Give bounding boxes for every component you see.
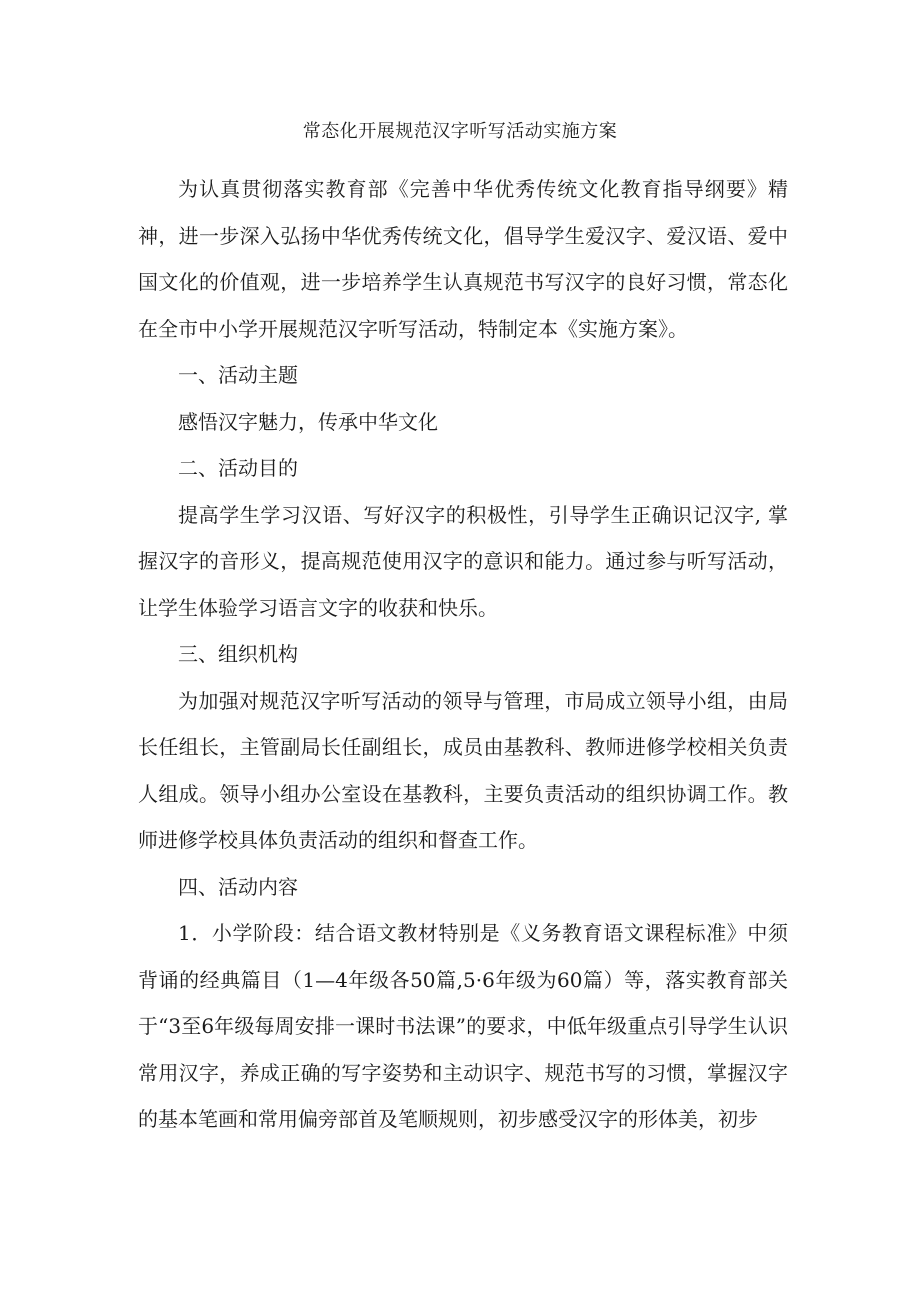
content-paragraph-primary: 1．小学阶段：结合语文教材特别是《义务教育语文课程标准》中须背诵的经典篇目（1—4年级各50篇,5·6年级为60篇）等，落实教育部关于“3至6年级每周安排一课时书法课”的要求，中低年级重点引导学生认识常用汉字，养成正确的写字姿势和主动识字、规范书写的习惯，掌握汉字的基本笔画和常用偏旁部首及笔顺规则，初步感受汉字的形体美，初步 bbox=[138, 921, 788, 1131]
section-heading-theme: 一、活动主题 bbox=[178, 363, 298, 387]
organization-paragraph: 为加强对规范汉字听写活动的领导与管理，市局成立领导小组，由局长任组长，主管副局长任副组长，成员由基教科、教师进修学校相关负责人组成。领导小组办公室设在基教科，主要负责活动的组织协调工作。教师进修学校具体负责活动的组织和督查工作。 bbox=[138, 688, 788, 852]
section-heading-content: 四、活动内容 bbox=[178, 874, 298, 899]
section-heading-organization: 三、组织机构 bbox=[178, 642, 298, 666]
document-title: 常态化开展规范汉字听写活动实施方案 bbox=[302, 121, 618, 142]
theme-paragraph: 感悟汉字魅力，传承中华文化 bbox=[178, 409, 438, 434]
section-heading-purpose: 二、活动目的 bbox=[178, 456, 298, 480]
intro-paragraph: 为认真贯彻落实教育部《完善中华优秀传统文化教育指导纲要》精神，进一步深入弘扬中华优秀传统文化，倡导学生爱汉字、爱汉语、爱中国文化的价值观，进一步培养学生认真规范书写汉字的良好习惯，常态化在全市中小学开展规范汉字听写活动，特制定本《实施方案》。 bbox=[138, 177, 788, 341]
document-body bbox=[138, 166, 788, 1143]
purpose-paragraph: 提高学生学习汉语、写好汉字的积极性，引导学生正确识记汉字, 掌握汉字的音形义，提高规范使用汉字的意识和能力。通过参与听写活动，让学生体验学习语言文字的收获和快乐。 bbox=[138, 502, 788, 620]
